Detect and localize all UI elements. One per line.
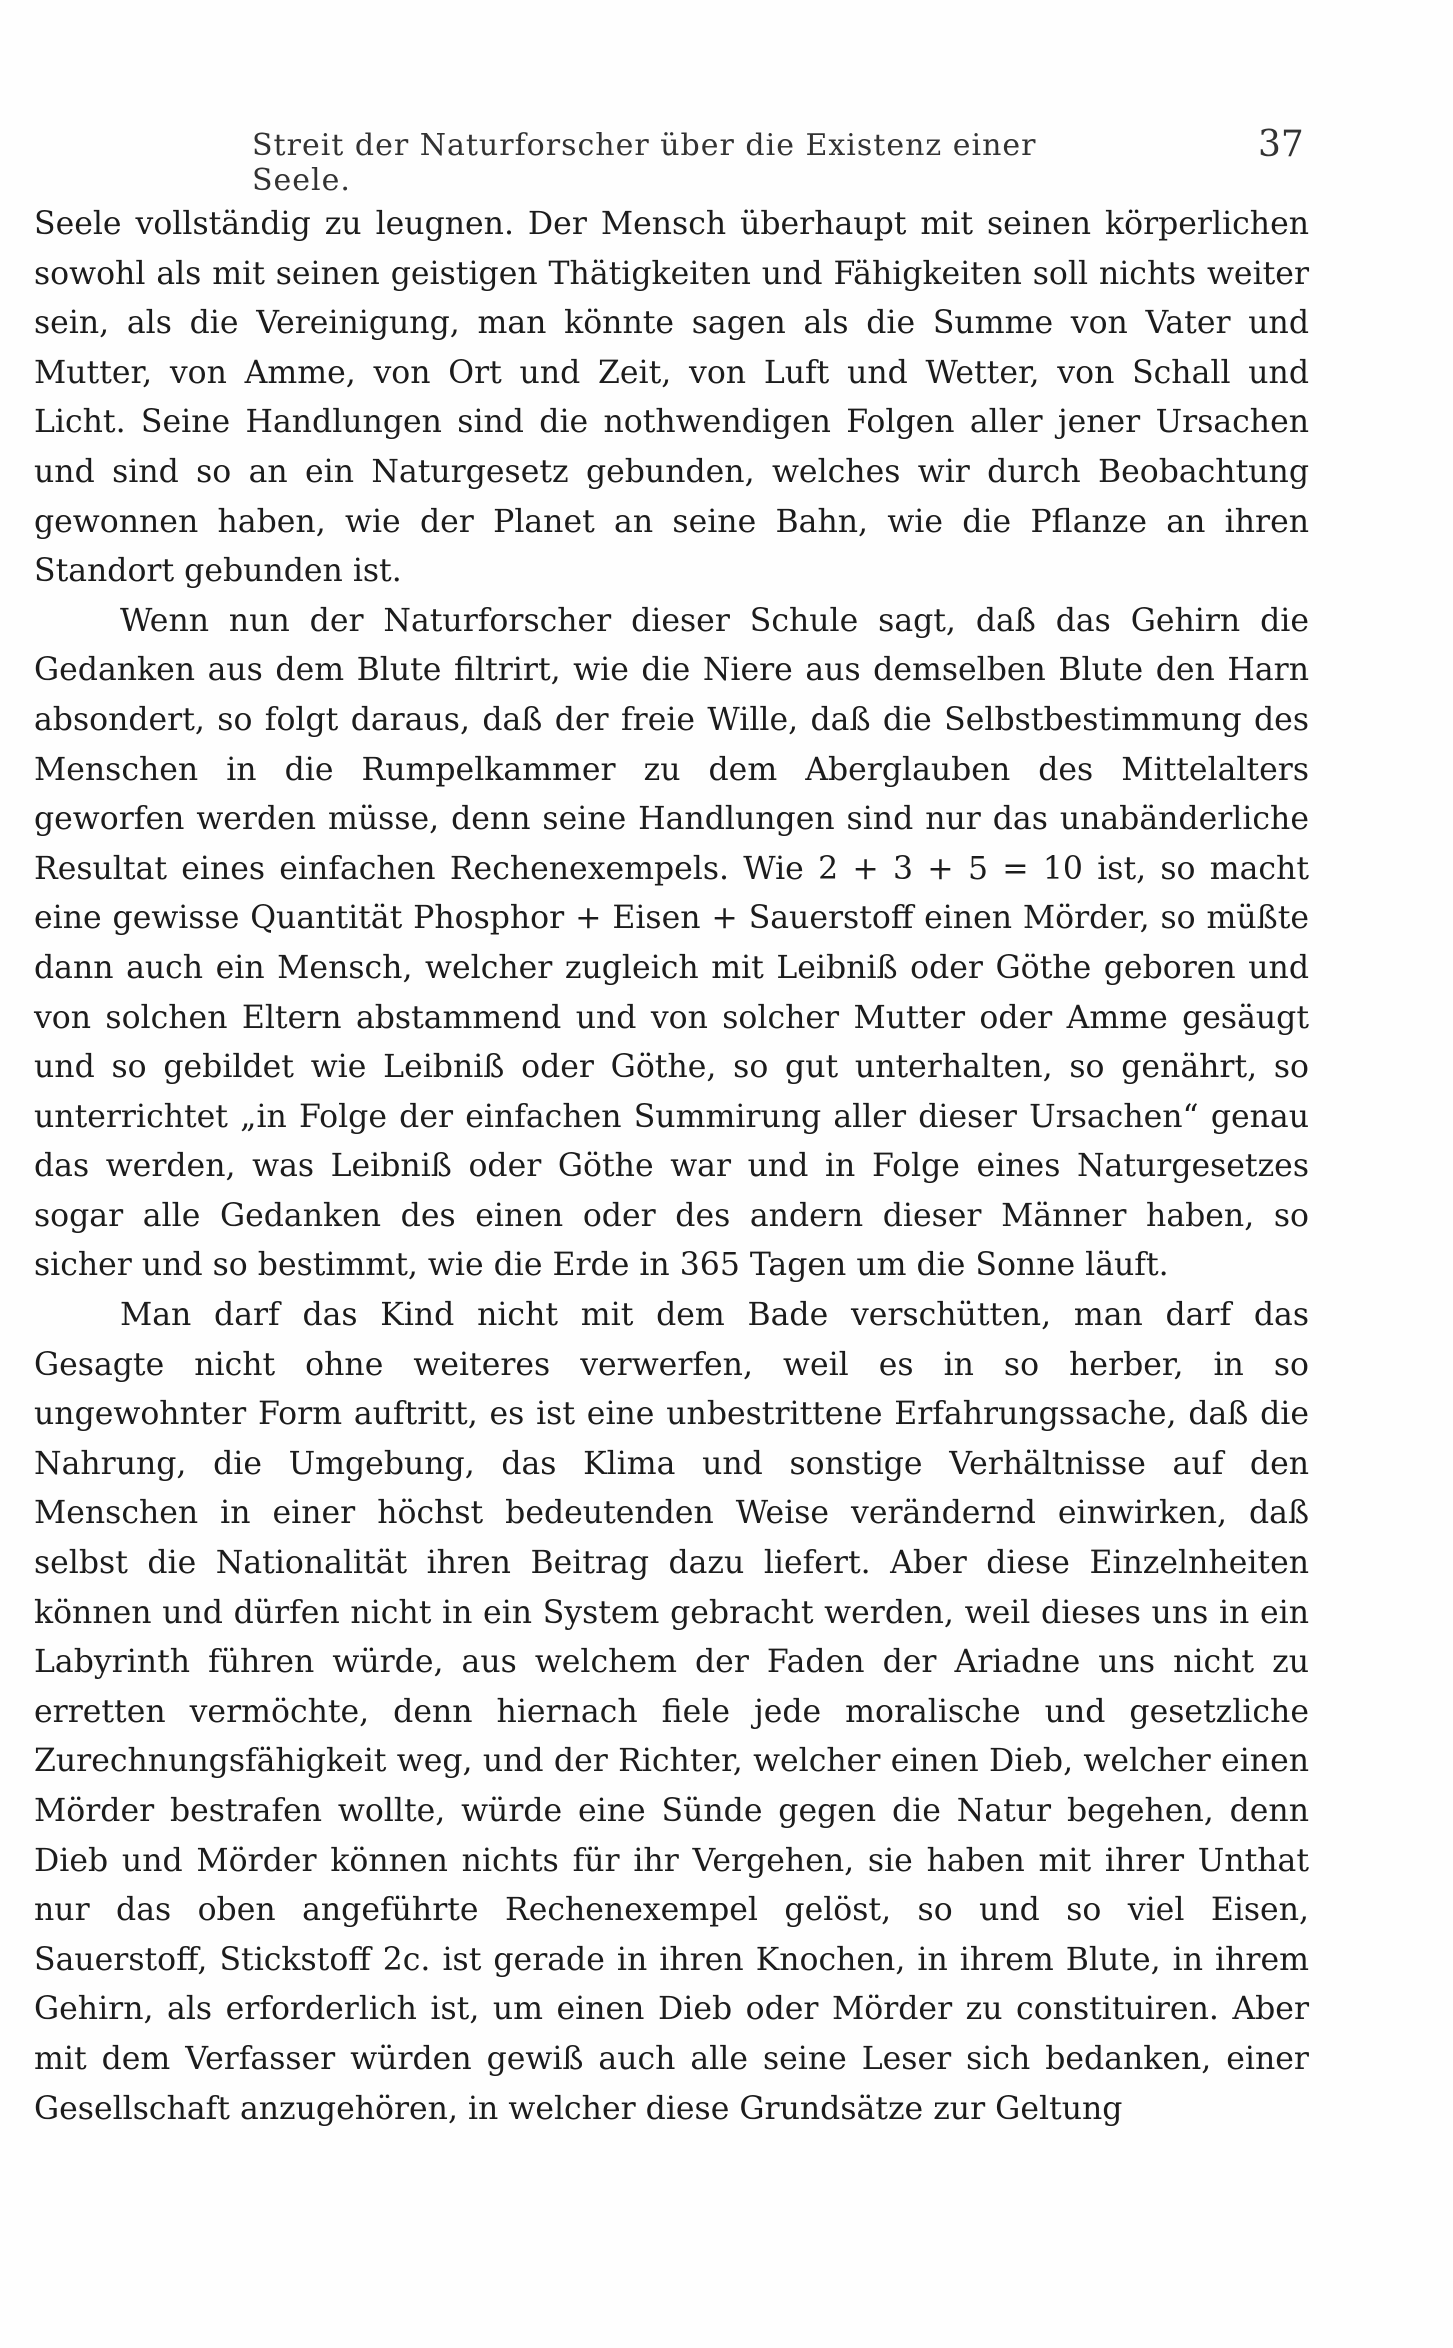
page-number: 37 [1258,124,1304,165]
paragraph-3: Man darf das Kind nicht mit dem Bade verschütten, man darf das Gesagte nicht ohne weiteres verwerfen, weil es in so herber, in so ungewohnter Form auftritt, es ist eine unbestrittene Erfahrungssache, daß die Nahrung, die Umgebung, das Klima und sonstige Verhältnisse auf den Menschen in einer höchst bedeutenden Weise verändernd einwirken, daß selbst die Nationalität ihren Beitrag dazu liefert. Aber diese Einzelnheiten können und dürfen nicht in ein System gebracht werden, weil dieses uns in ein Labyrinth führen würde, aus welchem der Faden der Ariadne uns nicht zu erretten vermöchte, denn hiernach fiele jede moralische und gesetzliche Zurechnungsfähigkeit weg, und der Richter, welcher einen Dieb, welcher einen Mörder bestrafen wollte, würde eine Sünde gegen die Natur begehen, denn Dieb und Mörder können nichts für ihr Vergehen, sie haben mit ihrer Unthat nur das oben angeführte Rechenexempel gelöst, so und so viel Eisen, Sauerstoff, Stickstoff 2c. ist gerade in ihren Knochen, in ihrem Blute, in ihrem Gehirn, als erforderlich ist, um einen Dieb oder Mörder zu constituiren. Aber mit dem Verfasser würden gewiß auch alle seine Leser sich bedanken, einer Gesellschaft anzugehören, in welcher diese Grundsätze zur Geltung [34,1297,1309,2127]
paragraph-2: Wenn nun der Naturforscher dieser Schule sagt, daß das Gehirn die Gedanken aus dem Blute filtrirt, wie die Niere aus demselben Blute den Harn absondert, so folgt daraus, daß der freie Wille, daß die Selbstbestimmung des Menschen in die Rumpelkammer zu dem Aberglauben des Mittelalters geworfen werden müsse, denn seine Handlungen sind nur das unabänderliche Resultat eines einfachen Rechenexempels. Wie 2 + 3 + 5 = 10 ist, so macht eine gewisse Quantität Phosphor + Eisen + Sauerstoff einen Mörder, so müßte dann auch ein Mensch, welcher zugleich mit Leibniß oder Göthe geboren und von solchen Eltern abstammend und von solcher Mutter oder Amme gesäugt und so gebildet wie Leibniß oder Göthe, so gut unterhalten, so genährt, so unterrichtet „in Folge der einfachen Summirung aller dieser Ursachen“ genau das werden, was Leibniß oder Göthe war und in Folge eines Naturgesetzes sogar alle Gedanken des einen oder des andern dieser Männer haben, so sicher und so bestimmt, wie die Erde in 365 Tagen um die Sonne läuft. [34,602,1309,1284]
running-title: Streit der Naturforscher über die Existenz einer Seele. [252,128,1037,198]
paragraph-1: Seele vollständig zu leugnen. Der Mensch überhaupt mit seinen körperlichen sowohl als mit seinen geistigen Thätigkeiten und Fähigkeiten soll nichts weiter sein, als die Vereinigung, man könnte sagen als die Summe von Vater und Mutter, von Amme, von Ort und Zeit, von Luft und Wetter, von Schall und Licht. Seine Handlungen sind die nothwendigen Folgen aller jener Ursachen und sind so an ein Naturgesetz gebunden, welches wir durch Beobachtung gewonnen haben, wie der Planet an seine Bahn, wie die Pflanze an ihren Standort gebunden ist. [34,206,1309,590]
body-text [34,200,1309,2134]
